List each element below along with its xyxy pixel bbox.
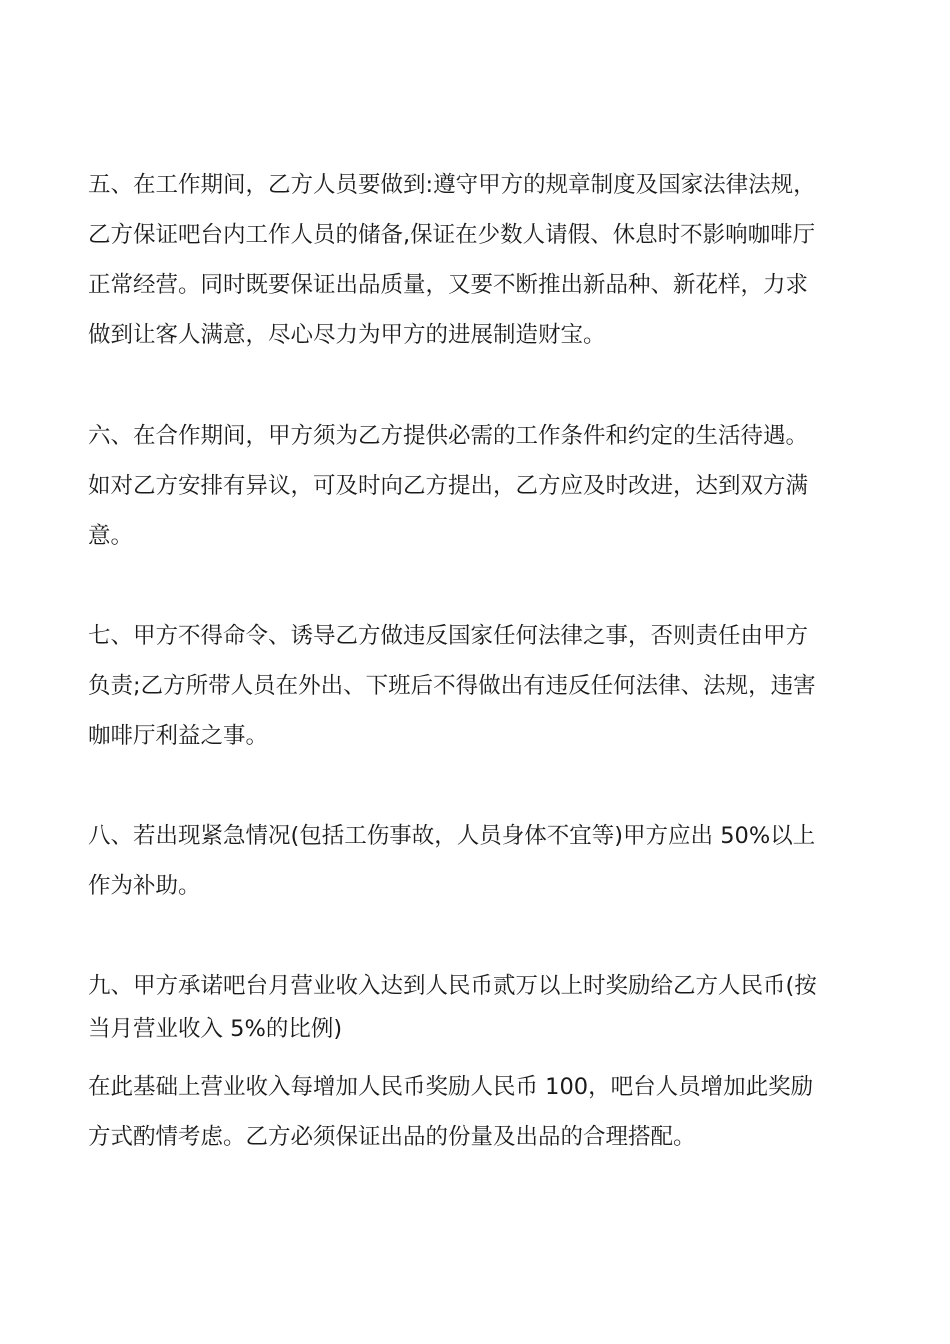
clause-5-line-4: 做到让客人满意，尽心尽力为甲方的进展制造财宝。 — [88, 322, 606, 348]
clause-7-line-2: 负责;乙方所带人员在外出、下班后不得做出有违反任何法律、法规，违害 — [88, 673, 816, 699]
clause-7-line-3: 咖啡厅利益之事。 — [88, 723, 269, 749]
clause-6-line-3: 意。 — [88, 523, 134, 549]
clause-9-line-2: 当月营业收入 5%的比例) — [88, 1016, 343, 1042]
clause-9-line-4: 方式酌情考虑。乙方必须保证出品的份量及出品的合理搭配。 — [88, 1124, 696, 1150]
clause-7-line-1: 七、甲方不得命令、诱导乙方做违反国家任何法律之事，否则责任由甲方 — [88, 623, 809, 649]
clause-6-line-2: 如对乙方安排有异议，可及时向乙方提出，乙方应及时改进，达到双方满 — [88, 473, 809, 499]
clause-5-line-3: 正常经营。同时既要保证出品质量，又要不断推出新品种、新花样，力求 — [88, 272, 809, 298]
clause-8-line-2: 作为补助。 — [88, 873, 201, 899]
clause-5-line-1: 五、在工作期间，乙方人员要做到:遵守甲方的规章制度及国家法律法规， — [88, 172, 816, 198]
clause-9-line-3: 在此基础上营业收入每增加人民币奖励人民币 100，吧台人员增加此奖励 — [88, 1074, 814, 1100]
clause-9-line-1: 九、甲方承诺吧台月营业收入达到人民币贰万以上时奖励给乙方人民币(按 — [88, 973, 817, 999]
clause-8-line-1: 八、若出现紧急情况(包括工伤事故，人员身体不宜等)甲方应出 50%以上 — [88, 823, 816, 849]
clause-5-line-2: 乙方保证吧台内工作人员的储备,保证在少数人请假、休息时不影响咖啡厅 — [88, 222, 816, 248]
clause-6-line-1: 六、在合作期间，甲方须为乙方提供必需的工作条件和约定的生活待遇。 — [88, 423, 809, 449]
